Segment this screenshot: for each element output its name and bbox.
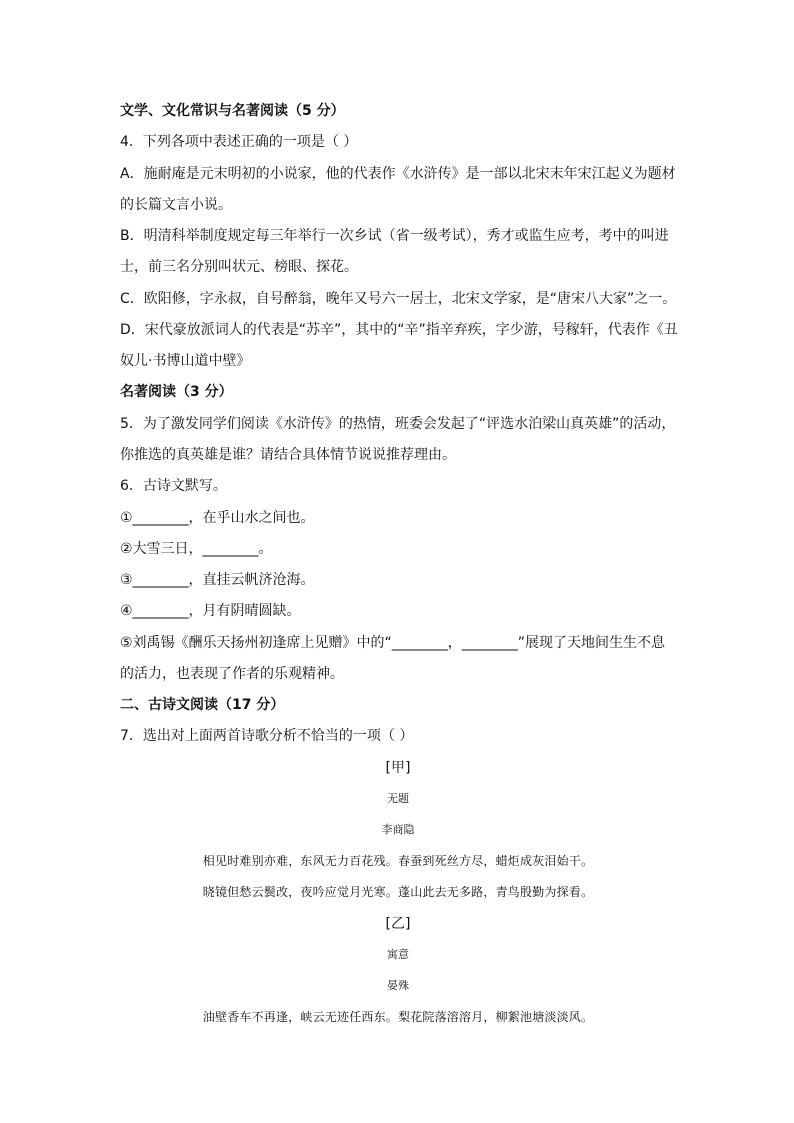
poem-2-title: 寓意 [387, 948, 409, 961]
question-6-item-1: ①________，在乎山水之间也。 [120, 510, 315, 526]
poem-2-author: 晏殊 [387, 979, 409, 992]
question-4-option-d: D．宋代豪放派词人的代表是“苏辛”，其中的“辛”指辛弃疾，字少游，号稼轩，代表作《丑 [120, 322, 678, 338]
question-6-item-2: ②大雪三日，________。 [120, 541, 273, 557]
question-6-stem: 6．古诗文默写。 [120, 478, 227, 494]
question-6-item-4: ④________，月有阴晴圆缺。 [120, 603, 301, 619]
poem-1-label: [甲] [385, 760, 411, 776]
poem-1-author: 李商隐 [381, 823, 415, 836]
question-4-option-b: B．明清科举制度规定每三年举行一次乡试（省一级考试），秀才或监生应考，考中的叫进 [120, 228, 669, 244]
question-4-option-c: C．欧阳修，字永叔，自号醉翁，晚年又号六一居士，北宋文学家，是“唐宋八大家”之一。 [120, 291, 677, 307]
question-7-stem: 7．选出对上面两首诗歌分析不恰当的一项（ ） [120, 728, 414, 744]
question-4-option-a: A．施耐庵是元末明初的小说家，他的代表作《水浒传》是一部以北宋末年宋江起义为题材 [120, 166, 676, 182]
question-5: 5．为了激发同学们阅读《水浒传》的热情，班委会发起了“评选水泊梁山真英雄”的活动， [120, 416, 676, 432]
section-heading-literature: 文学、文化常识与名著阅读（5 分） [120, 103, 345, 119]
poem-2-line-1: 油壁香车不再逢，峡云无迹任西东。梨花院落溶溶月，柳絮池塘淡淡风。 [202, 1010, 594, 1024]
question-4-option-d-cont: 奴儿·书博山道中壁》 [120, 353, 251, 369]
question-4-option-a-cont: 的长篇文言小说。 [120, 197, 232, 213]
section-heading-classics: 名著阅读（3 分） [120, 384, 233, 400]
question-4-option-b-cont: 士，前三名分别叫状元、榜眼、探花。 [120, 259, 358, 275]
question-6-item-5: ⑤刘禹锡《酬乐天扬州初逢席上见赠》中的“________，________”展现了天地间生生不息 [120, 635, 666, 651]
question-5-cont: 你推选的真英雄是谁？请结合具体情节说说推荐理由。 [120, 447, 456, 463]
poem-1-line-2: 晓镜但愁云鬓改，夜吟应觉月光寒。蓬山此去无多路，青鸟殷勤为探看。 [202, 885, 594, 899]
question-6-item-5-cont: 的活力，也表现了作者的乐观精神。 [120, 666, 344, 682]
poem-2-label: [乙] [385, 916, 411, 932]
section-heading-poetry: 二、古诗文阅读（17 分） [120, 697, 285, 713]
poem-1-line-1: 相见时难别亦难，东风无力百花残。春蚕到死丝方尽，蜡炬成灰泪始干。 [202, 854, 594, 868]
question-4-stem: 4．下列各项中表述正确的一项是（ ） [120, 134, 358, 150]
poem-1-title: 无题 [387, 792, 409, 805]
question-6-item-3: ③________，直挂云帆济沧海。 [120, 572, 315, 588]
